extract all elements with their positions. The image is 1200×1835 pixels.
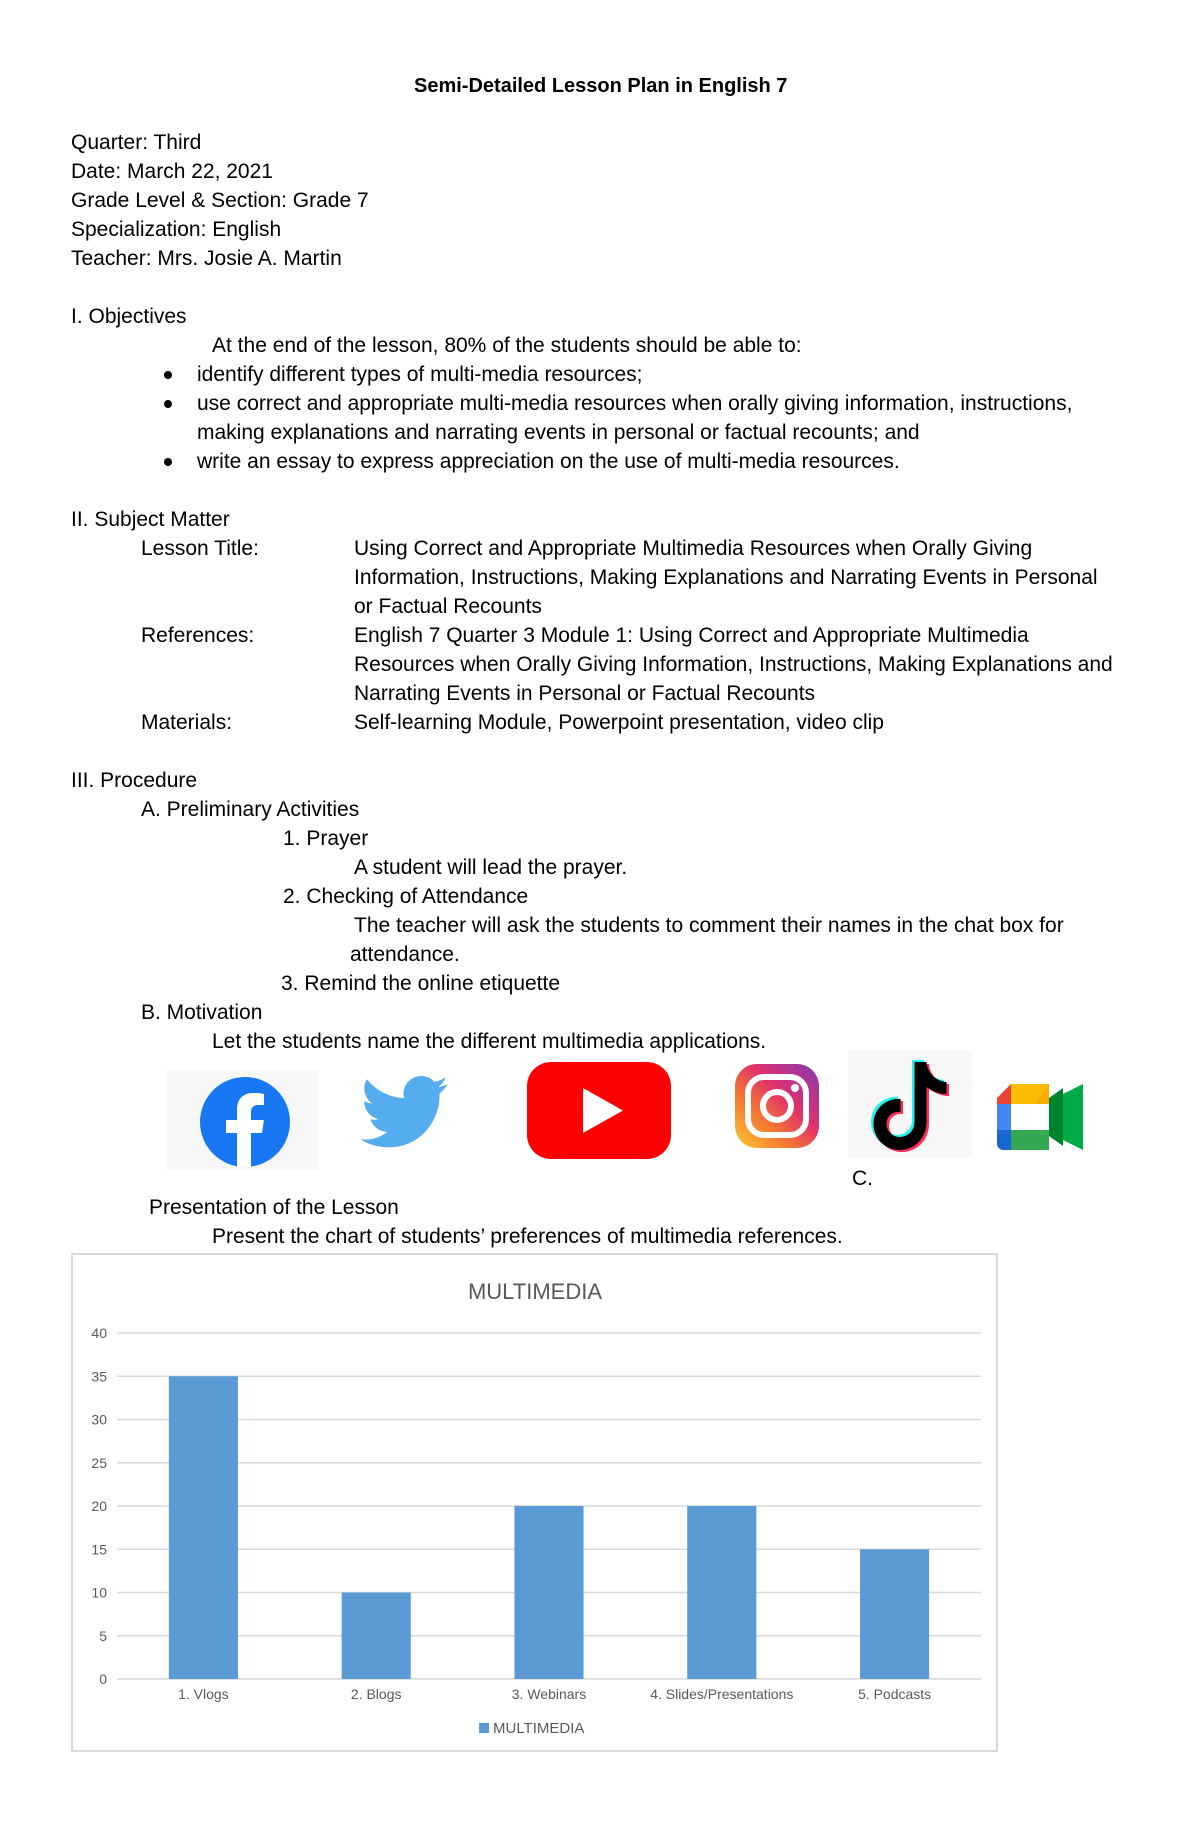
specialization-info: Specialization: English — [71, 218, 282, 241]
references-line: Narrating Events in Personal or Factual Recounts — [354, 682, 816, 705]
subject-heading: II. Subject Matter — [71, 508, 230, 531]
twitter-logo-icon — [355, 1070, 455, 1160]
y-tick-label: 10 — [91, 1584, 107, 1601]
page-title: Semi-Detailed Lesson Plan in English 7 — [414, 75, 788, 97]
preliminary-heading: A. Preliminary Activities — [141, 798, 360, 821]
references-line: English 7 Quarter 3 Module 1: Using Correct and Appropriate Multimedia — [354, 624, 1029, 647]
bar — [860, 1549, 929, 1679]
bar-chart — [73, 1255, 996, 1750]
references-line: Resources when Orally Giving Information, Instructions, Making Explanations and — [354, 653, 1113, 676]
step-attendance-text: attendance. — [350, 943, 460, 966]
x-tick-label: 5. Podcasts — [858, 1686, 932, 1702]
objective-item-1: identify different types of multi-media resources; — [197, 363, 643, 386]
bar — [687, 1506, 756, 1679]
materials-value: Self-learning Module, Powerpoint presentation, video clip — [354, 711, 884, 734]
y-tick-label: 35 — [91, 1368, 107, 1385]
y-tick-label: 25 — [91, 1454, 107, 1471]
x-tick-label: 2. Blogs — [350, 1686, 402, 1702]
step-prayer: 1. Prayer — [283, 827, 369, 850]
procedure-heading: III. Procedure — [71, 769, 198, 792]
grade-info: Grade Level & Section: Grade 7 — [71, 189, 369, 212]
bar — [514, 1506, 583, 1679]
x-tick-label: 1. Vlogs — [178, 1686, 229, 1702]
quarter-info: Quarter: Third — [71, 131, 202, 154]
y-tick-label: 0 — [99, 1671, 107, 1687]
lesson-title-line: or Factual Recounts — [354, 595, 542, 618]
step-prayer-text: A student will lead the prayer. — [354, 856, 628, 879]
objective-item-3: write an essay to express appreciation on the use of multi-media resources. — [197, 450, 900, 473]
presentation-heading: Presentation of the Lesson — [149, 1196, 399, 1219]
teacher-info: Teacher: Mrs. Josie A. Martin — [71, 247, 342, 270]
bullet-icon — [164, 458, 172, 466]
step-attendance-text: The teacher will ask the students to comment their names in the chat box for — [354, 914, 1064, 937]
date-info: Date: March 22, 2021 — [71, 160, 273, 183]
c-marker: C. — [852, 1167, 873, 1190]
step-etiquette: 3. Remind the online etiquette — [281, 972, 561, 995]
objectives-heading: I. Objectives — [71, 305, 187, 328]
y-tick-label: 15 — [91, 1541, 107, 1558]
references-label: References: — [141, 624, 255, 647]
objective-item-2: use correct and appropriate multi-media resources when orally giving information, instructions, — [197, 392, 1073, 415]
chart-frame — [71, 1253, 998, 1752]
legend-label: MULTIMEDIA — [493, 1720, 585, 1737]
google-meet-logo-icon — [997, 1084, 1085, 1150]
motivation-heading: B. Motivation — [141, 1001, 263, 1024]
motivation-text: Let the students name the different multimedia applications. — [212, 1030, 767, 1053]
y-tick-label: 20 — [91, 1498, 107, 1514]
bullet-icon — [164, 371, 172, 379]
instagram-logo-icon — [733, 1062, 821, 1150]
bullet-icon — [164, 400, 172, 408]
bar — [169, 1376, 238, 1679]
youtube-logo-icon — [525, 1060, 673, 1161]
lesson-title-line: Using Correct and Appropriate Multimedia Resources when Orally Giving — [354, 537, 1033, 560]
legend-swatch — [479, 1723, 489, 1733]
facebook-logo-icon — [167, 1070, 319, 1170]
step-attendance: 2. Checking of Attendance — [283, 885, 529, 908]
x-tick-label: 4. Slides/Presentations — [650, 1686, 794, 1702]
chart-title: MULTIMEDIA — [467, 1279, 603, 1304]
lesson-title-line: Information, Instructions, Making Explanations and Narrating Events in Personal — [354, 566, 1098, 589]
y-tick-label: 30 — [91, 1411, 107, 1428]
objective-item-2-cont: making explanations and narrating events in personal or factual recounts; and — [197, 421, 920, 444]
lesson-title-label: Lesson Title: — [141, 537, 259, 560]
bar — [342, 1593, 411, 1680]
tiktok-logo-icon — [848, 1050, 972, 1158]
materials-label: Materials: — [141, 711, 233, 734]
y-tick-label: 40 — [91, 1325, 107, 1341]
y-tick-label: 5 — [99, 1627, 107, 1644]
presentation-text: Present the chart of students’ preferences of multimedia references. — [212, 1225, 843, 1248]
objectives-intro: At the end of the lesson, 80% of the students should be able to: — [212, 334, 802, 357]
x-tick-label: 3. Webinars — [511, 1686, 587, 1702]
